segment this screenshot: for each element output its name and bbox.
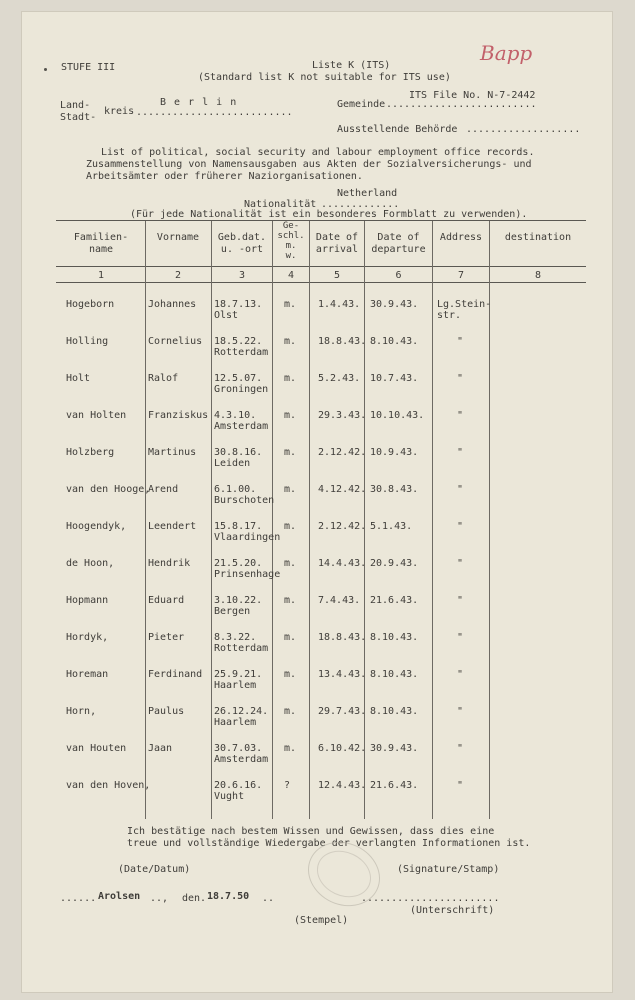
cell-family-name: Holt: [66, 373, 91, 384]
col-divider: [145, 221, 146, 819]
cell-birth: 15.8.17. Vlaardingen: [214, 521, 281, 543]
cell-sex: m.: [284, 299, 297, 310]
col-number: 7: [457, 270, 465, 281]
land-label: Land-: [60, 100, 91, 111]
cell-arrival: 1.4.43.: [318, 299, 361, 310]
cell-first-name: Martinus: [148, 447, 197, 458]
cell-birth: 26.12.24. Haarlem: [214, 706, 269, 728]
cell-address: ": [457, 669, 464, 680]
cell-departure: 8.10.43.: [370, 669, 419, 680]
cell-birth: 8.3.22. Rotterdam: [214, 632, 269, 654]
col-number: 6: [395, 270, 402, 281]
handwritten-annotation: Bapp: [480, 41, 533, 65]
cell-address: ": [457, 632, 464, 643]
cell-birth: 4.3.10. Amsterdam: [214, 410, 269, 432]
col-number-rule: [56, 282, 586, 283]
kreis-label: kreis: [104, 106, 135, 117]
cell-arrival: 2.12.42.: [318, 521, 367, 532]
cell-address: ": [457, 521, 464, 532]
city-value: B e r l i n: [160, 97, 238, 108]
cell-departure: 21.6.43.: [370, 595, 419, 606]
cell-sex: m.: [284, 373, 297, 384]
nationality-label: Nationalität: [244, 199, 317, 210]
cell-sex: m.: [284, 447, 297, 458]
header-vorname: Vorname: [156, 232, 200, 243]
table-top-rule: [56, 220, 586, 221]
place-dots-2: ..,: [150, 893, 169, 904]
intro-line-3: Arbeitsämter oder früherer Naziorganisationen.: [86, 171, 363, 182]
cell-address: ": [457, 484, 464, 495]
cell-birth: 6.1.00. Burschoten: [214, 484, 275, 506]
cell-sex: m.: [284, 336, 297, 347]
cell-arrival: 29.3.43.: [318, 410, 367, 421]
cell-arrival: 5.2.43.: [318, 373, 361, 384]
cell-birth: 21.5.20. Prinsenhage: [214, 558, 281, 580]
cell-departure: 5.1.43.: [370, 521, 413, 532]
cell-address: ": [457, 410, 464, 421]
intro-line-2: Zusammenstellung von Namensausgaben aus Akten der Sozialversicherungs- und: [86, 159, 532, 170]
cell-sex: m.: [284, 706, 297, 717]
cell-birth: 18.5.22. Rotterdam: [214, 336, 269, 358]
confirmation-line-2: treue und vollständige Wiedergabe der verlangten Informationen ist.: [127, 838, 531, 849]
cell-address: ": [457, 743, 464, 754]
gemeinde-label: Gemeinde: [337, 99, 386, 110]
cell-arrival: 4.12.42.: [318, 484, 367, 495]
col-number: 3: [238, 270, 246, 281]
cell-first-name: Jaan: [148, 743, 173, 754]
cell-sex: m.: [284, 669, 297, 680]
cell-address: ": [457, 336, 464, 347]
cell-departure: 21.6.43.: [370, 780, 419, 791]
cell-sex: m.: [284, 410, 297, 421]
cell-birth: 30.8.16. Leiden: [214, 447, 263, 469]
cell-arrival: 29.7.43.: [318, 706, 367, 717]
cell-family-name: de Hoon,: [66, 558, 115, 569]
cell-family-name: Horn,: [66, 706, 97, 717]
cell-birth: 30.7.03. Amsterdam: [214, 743, 269, 765]
signature-dots: .......................: [361, 893, 500, 904]
cell-family-name: Holling: [66, 336, 109, 347]
cell-first-name: Ralof: [148, 373, 179, 384]
cell-family-name: Hogeborn: [66, 299, 115, 310]
cell-sex: m.: [284, 595, 297, 606]
header-destination: destination: [504, 232, 572, 243]
cell-family-name: Hordyk,: [66, 632, 109, 643]
intro-line-1: List of political, social security and labour employment office records.: [101, 147, 535, 158]
cell-first-name: Paulus: [148, 706, 185, 717]
col-number: 4: [287, 270, 295, 281]
cell-departure: 10.9.43.: [370, 447, 419, 458]
cell-arrival: 14.4.43.: [318, 558, 367, 569]
cell-family-name: van den Hooge,: [66, 484, 151, 495]
cell-family-name: van den Hoven,: [66, 780, 151, 791]
col-divider: [211, 221, 212, 819]
nationality-dots: .............: [321, 199, 400, 210]
cell-departure: 20.9.43.: [370, 558, 419, 569]
header-bottom-rule: [56, 266, 586, 267]
cell-birth: 18.7.13. Olst: [214, 299, 263, 321]
header-date-arrival: Date of arrival: [315, 232, 359, 255]
place-dots: ......: [60, 893, 97, 904]
cell-arrival: 13.4.43.: [318, 669, 367, 680]
header-geschlecht: Ge- schl. m. w.: [277, 221, 305, 261]
cell-family-name: Horeman: [66, 669, 109, 680]
cell-sex: m.: [284, 743, 297, 754]
header-geb-dat: Geb.dat. u. -ort: [217, 232, 267, 255]
cell-first-name: Leendert: [148, 521, 197, 532]
gemeinde-dots: .........................: [386, 99, 537, 110]
cell-arrival: 2.12.42.: [318, 447, 367, 458]
cell-sex: m.: [284, 632, 297, 643]
date-dots-2: ..: [262, 893, 275, 904]
cell-first-name: Eduard: [148, 595, 185, 606]
col-divider: [272, 221, 273, 819]
cell-birth: 3.10.22. Bergen: [214, 595, 263, 617]
liste-title: Liste K (ITS): [312, 60, 391, 71]
cell-address: ": [457, 706, 464, 717]
cell-departure: 8.10.43.: [370, 706, 419, 717]
header-familienname: Familien- name: [73, 232, 129, 255]
cell-address: ": [457, 373, 464, 384]
stadt-label: Stadt-: [60, 112, 97, 123]
date-dots: .: [200, 893, 207, 904]
nationality-value: Netherland: [337, 188, 398, 199]
cell-departure: 10.10.43.: [370, 410, 425, 421]
cell-departure: 8.10.43.: [370, 336, 419, 347]
ausstellende-label: Ausstellende Behörde: [337, 124, 458, 135]
cell-first-name: Hendrik: [148, 558, 191, 569]
cell-departure: 8.10.43.: [370, 632, 419, 643]
cell-sex: m.: [284, 521, 297, 532]
cell-departure: 10.7.43.: [370, 373, 419, 384]
header-address: Address: [439, 232, 483, 243]
cell-departure: 30.9.43.: [370, 743, 419, 754]
cell-arrival: 7.4.43.: [318, 595, 361, 606]
cell-arrival: 6.10.42.: [318, 743, 367, 754]
nationality-note: (Für jede Nationalität ist ein besonderes Formblatt zu verwenden).: [130, 209, 528, 220]
cell-address: ": [457, 780, 464, 791]
cell-address: ": [457, 447, 464, 458]
cell-address: ": [457, 595, 464, 606]
date-label: (Date/Datum): [118, 864, 191, 875]
signature-label: (Signature/Stamp): [397, 864, 500, 875]
cell-birth: 20.6.16. Vught: [214, 780, 263, 802]
cell-family-name: Holzberg: [66, 447, 115, 458]
stufe-label: STUFE III: [61, 62, 116, 73]
cell-first-name: Pieter: [148, 632, 185, 643]
cell-arrival: 18.8.43.: [318, 336, 367, 347]
cell-birth: 12.5.07. Groningen: [214, 373, 269, 395]
col-divider: [364, 221, 365, 819]
cell-sex: m.: [284, 484, 297, 495]
cell-birth: 25.9.21. Haarlem: [214, 669, 263, 691]
cell-first-name: Johannes: [148, 299, 197, 310]
punch-mark: [44, 68, 47, 71]
cell-first-name: Ferdinand: [148, 669, 203, 680]
cell-family-name: van Houten: [66, 743, 127, 754]
den-label: den: [182, 893, 201, 904]
col-number: 2: [174, 270, 182, 281]
confirmation-line-1: Ich bestätige nach bestem Wissen und Gewissen, dass dies eine: [127, 826, 495, 837]
cell-first-name: Arend: [148, 484, 179, 495]
cell-family-name: van Holten: [66, 410, 127, 421]
unterschrift-label: (Unterschrift): [410, 905, 495, 916]
liste-note: (Standard list K not suitable for ITS use): [198, 72, 451, 83]
cell-family-name: Hoogendyk,: [66, 521, 127, 532]
place-value: Arolsen: [98, 891, 141, 902]
cell-departure: 30.8.43.: [370, 484, 419, 495]
cell-arrival: 18.8.43.: [318, 632, 367, 643]
cell-address: Lg.Stein- str.: [437, 299, 492, 321]
col-number: 8: [534, 270, 542, 281]
col-number: 5: [333, 270, 341, 281]
header-date-departure: Date of departure: [371, 232, 426, 255]
cell-first-name: Cornelius: [148, 336, 203, 347]
cell-arrival: 12.4.43.: [318, 780, 367, 791]
col-number: 1: [97, 270, 105, 281]
cell-departure: 30.9.43.: [370, 299, 419, 310]
cell-address: ": [457, 558, 464, 569]
cell-sex: m.: [284, 558, 297, 569]
date-value: 18.7.50: [207, 891, 250, 902]
col-divider: [432, 221, 433, 819]
cell-sex: ?: [284, 780, 291, 791]
col-divider: [309, 221, 310, 819]
ausstellende-dots: ...................: [466, 124, 581, 135]
cell-first-name: Franziskus: [148, 410, 209, 421]
stempel-label: (Stempel): [294, 915, 349, 926]
cell-family-name: Hopmann: [66, 595, 109, 606]
kreis-dots: ..........................: [136, 107, 293, 118]
its-file-number: ITS File No. N-7-2442: [409, 90, 536, 101]
